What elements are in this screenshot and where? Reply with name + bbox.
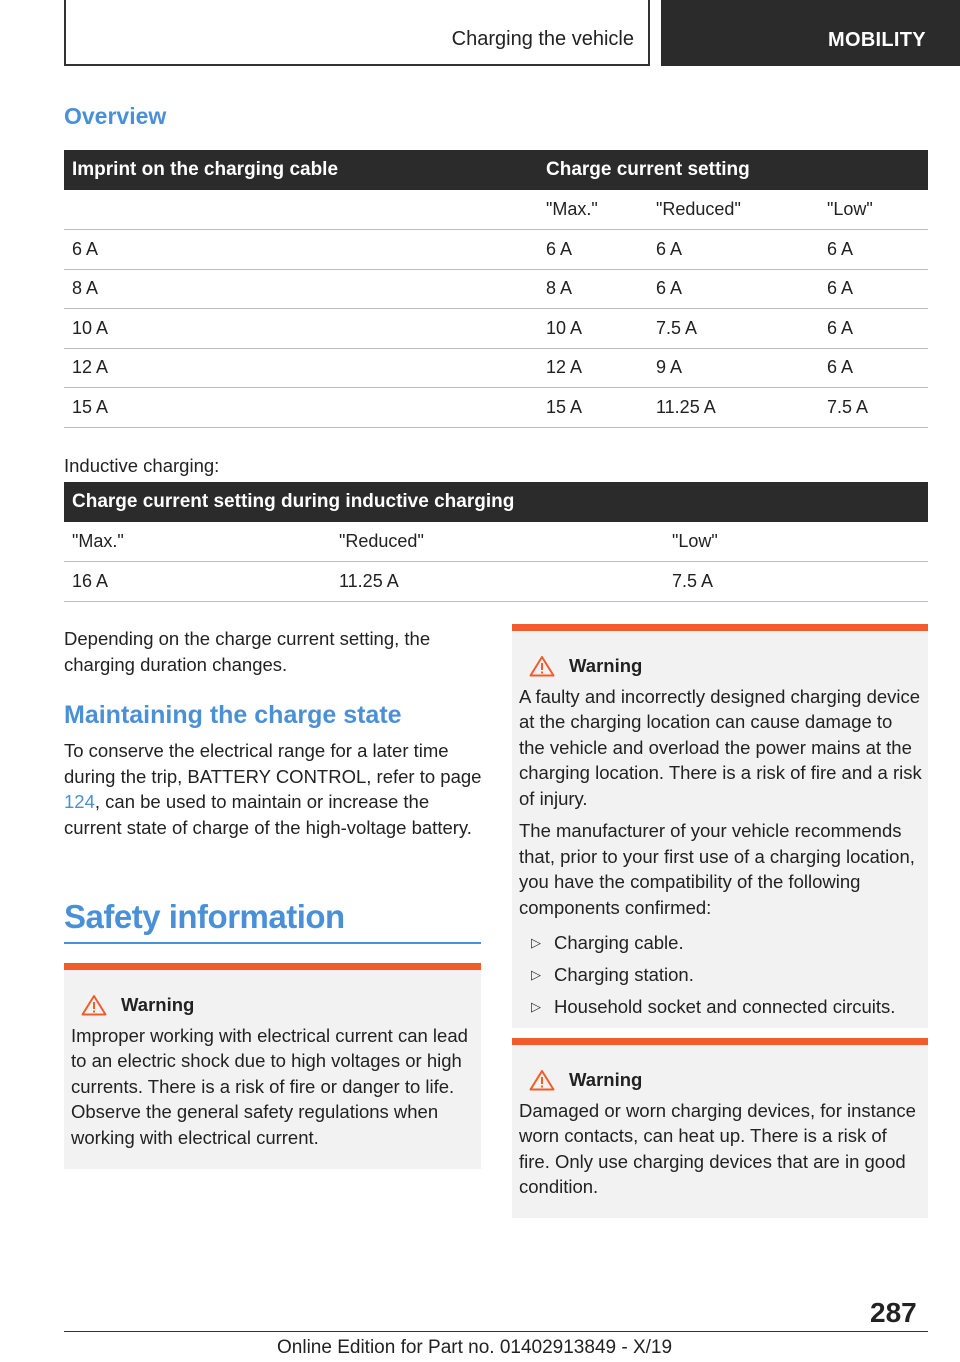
list-item-text: Charging station. bbox=[554, 964, 694, 986]
table-cell: 9 A bbox=[648, 348, 819, 388]
table-cell: 6 A bbox=[648, 269, 819, 309]
inductive-header: Charge current setting during inductive charging bbox=[64, 482, 928, 522]
list-item-text: Charging cable. bbox=[554, 932, 684, 954]
warning-title bbox=[529, 1067, 922, 1093]
section-title: Charging the vehicle bbox=[451, 28, 634, 50]
table-cell: 11.25 A bbox=[331, 562, 664, 602]
warning-box-electric bbox=[64, 963, 481, 1169]
table-cell: 8 A bbox=[64, 269, 538, 309]
table-cell: "Max." bbox=[64, 522, 331, 562]
header-chapter-box bbox=[661, 0, 960, 66]
table-subheader-row bbox=[64, 522, 928, 562]
page-number: 287 bbox=[870, 1297, 917, 1328]
table-cell bbox=[64, 190, 538, 230]
warning-icon bbox=[529, 1069, 555, 1091]
inductive-charging-table bbox=[64, 482, 928, 602]
overview-heading: Overview bbox=[64, 103, 167, 129]
table-cell: 6 A bbox=[819, 309, 928, 349]
table-cell: 6 A bbox=[819, 230, 928, 270]
warning-box-worn-devices bbox=[512, 1038, 928, 1218]
table-cell: 6 A bbox=[64, 230, 538, 270]
warning-title bbox=[81, 992, 475, 1018]
list-item bbox=[519, 959, 922, 991]
table-cell: "Low" bbox=[664, 522, 928, 562]
table-cell: 10 A bbox=[538, 309, 648, 349]
table-subheader-row bbox=[64, 190, 928, 230]
table-cell: "Max." bbox=[538, 190, 648, 230]
table-cell: "Reduced" bbox=[648, 190, 819, 230]
list-item bbox=[519, 927, 922, 959]
col-header-imprint: Imprint on the charging cable bbox=[64, 150, 538, 190]
warning-text: Improper working with electrical current can lead to an electric shock due to high voltages or high currents. There is a risk of fire or danger to life. Observe the general safety regulations when working with electrical current. bbox=[71, 1024, 468, 1148]
warning-title-text: Warning bbox=[569, 1069, 643, 1090]
table-cell: 15 A bbox=[64, 388, 538, 428]
table-cell: "Low" bbox=[819, 190, 928, 230]
table-cell: 6 A bbox=[819, 269, 928, 309]
table-row bbox=[64, 388, 928, 428]
warning-text: Damaged or worn charging devices, for instance worn contacts, can heat up. There is a risk of fire. Only use charging devices that are in good condition. bbox=[519, 1099, 916, 1197]
header-section-box bbox=[64, 0, 650, 66]
warning-title-text: Warning bbox=[569, 655, 643, 676]
triangle-bullet-icon: ▷ bbox=[531, 935, 541, 951]
warning-icon bbox=[81, 994, 107, 1016]
list-item bbox=[519, 991, 922, 1023]
footer-edition: Online Edition for Part no. 01402913849 - X/19 bbox=[277, 1337, 673, 1358]
table-row bbox=[64, 269, 928, 309]
table-row bbox=[64, 562, 928, 602]
triangle-bullet-icon: ▷ bbox=[531, 967, 541, 983]
maintain-text-after: , can be used to maintain or increase the current state of charge of the high-voltage battery. bbox=[64, 791, 472, 838]
table-cell: 8 A bbox=[538, 269, 648, 309]
warning-icon bbox=[529, 655, 555, 677]
table-cell: 7.5 A bbox=[648, 309, 819, 349]
footer-divider bbox=[64, 1331, 928, 1332]
table-row bbox=[64, 230, 928, 270]
col-header-setting: Charge current setting bbox=[538, 150, 928, 190]
table-row bbox=[64, 348, 928, 388]
heading-divider bbox=[64, 942, 481, 944]
inductive-charging-label: Inductive charging: bbox=[64, 455, 220, 476]
warning-text: The manufacturer of your vehicle recommends that, prior to your first use of a charging location, you have the compatibility of the following components confirmed: bbox=[519, 820, 915, 918]
page-reference-link[interactable]: 124 bbox=[64, 791, 95, 812]
table-cell: 7.5 A bbox=[819, 388, 928, 428]
charging-duration-text: Depending on the charge current setting, the charging duration changes. bbox=[64, 628, 431, 675]
table-cell: 7.5 A bbox=[664, 562, 928, 602]
table-cell: 6 A bbox=[819, 348, 928, 388]
table-row bbox=[64, 309, 928, 349]
maintain-text-before: To conserve the electrical range for a later time during the trip, BATTERY CONTROL, refer to page bbox=[64, 740, 482, 787]
table-cell: 10 A bbox=[64, 309, 538, 349]
table-cell: 6 A bbox=[538, 230, 648, 270]
table-cell: 12 A bbox=[64, 348, 538, 388]
components-list bbox=[519, 927, 922, 1023]
charge-current-table bbox=[64, 150, 928, 428]
warning-title-text: Warning bbox=[121, 994, 195, 1015]
maintain-text bbox=[64, 738, 484, 840]
table-cell: "Reduced" bbox=[331, 522, 664, 562]
warning-title bbox=[529, 653, 922, 679]
table-cell: 15 A bbox=[538, 388, 648, 428]
table-cell: 11.25 A bbox=[648, 388, 819, 428]
chapter-title: MOBILITY bbox=[828, 29, 926, 51]
warning-text: A faulty and incorrectly designed charging device at the charging location can cause damage to the vehicle and overload the power mains at the charging location. There is a risk of fire and a risk of injury. bbox=[519, 685, 922, 809]
table-cell: 12 A bbox=[538, 348, 648, 388]
table-cell: 6 A bbox=[648, 230, 819, 270]
triangle-bullet-icon: ▷ bbox=[531, 999, 541, 1015]
list-item-text: Household socket and connected circuits. bbox=[554, 996, 896, 1018]
table-cell: 16 A bbox=[64, 562, 331, 602]
maintain-heading: Maintaining the charge state bbox=[64, 701, 402, 729]
warning-box-charging-device bbox=[512, 624, 928, 1028]
safety-heading: Safety information bbox=[64, 898, 345, 935]
